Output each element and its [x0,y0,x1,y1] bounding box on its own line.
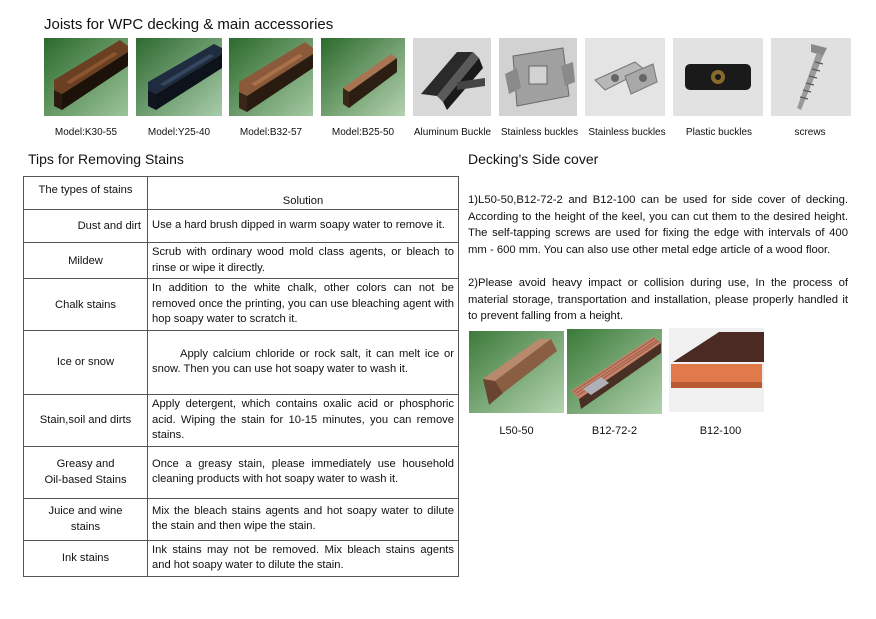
table-row [24,210,459,243]
side-cover-section-title: Decking's Side cover [468,151,599,167]
stain-type-cell: Stain,soil and dirts [24,394,148,446]
aluminum-buckle-image [413,38,491,116]
stainless-buckle-2-image [585,38,665,116]
stain-type-cell: Ice or snow [24,330,148,394]
side-cover-label: B12-100 [699,425,742,437]
header-solution-cell: Solution [148,177,459,210]
stain-solution-cell: Once a greasy stain, please immediately use household cleaning products with hot soapy water to wash it. [148,446,459,498]
table-header-row [24,177,459,210]
stain-type-cell: Mildew [24,243,148,279]
stain-solution-cell: Use a hard brush dipped in warm soapy water to remove it. [148,210,459,243]
side-cover-paragraph-1: 1)L50-50,B12-72-2 and B12-100 can be used for side cover of decking. According to the height of the keel, you can cut them to the desired height. The self-tapping screws are used for fixing the edge with intervals of 400 mm - 600 mm. You can also use other metal edge article of a wood floor. [468,194,848,256]
product-label: Model:K30-55 [54,127,118,138]
l50-50-image [469,331,564,413]
product-label: Stainless buckles [500,127,579,138]
joist-b25-50-image [321,38,405,116]
table-row [24,243,459,279]
table-row [24,279,459,331]
stain-type-cell [24,446,148,498]
stain-solution-cell: Scrub with ordinary wood mold class agents, or bleach to rinse or wipe it directly. [148,243,459,279]
stain-solution-cell: Apply detergent, which contains oxalic acid or phosphoric acid. Wiping the stain for 10-15 minutes, you can remove stains. [148,394,459,446]
stains-table [23,176,459,577]
stain-type-line: Oil-based Stains [44,474,127,487]
stain-type-cell: Chalk stains [24,279,148,331]
product-label: screws [794,127,826,138]
product-label: Model:B32-57 [239,127,303,138]
table-row [24,394,459,446]
table-row [24,330,459,394]
stain-type-line: stains [70,521,101,534]
table-row [24,540,459,576]
joist-y25-40-image [136,38,222,116]
joist-k30-55-image [44,38,128,116]
stain-type-line: Greasy and [56,458,115,471]
stain-type-line: Juice and wine [48,505,123,518]
stain-solution-cell: Mix the bleach stains agents and hot soapy water to dilute the stain and then wipe the stain. [148,498,459,540]
side-cover-label: L50-50 [499,425,534,437]
table-row [24,446,459,498]
header-type-cell: The types of stains [24,177,148,210]
stain-solution-cell: In addition to the white chalk, other colors can not be removed once the printing, you can use bleaching agent with hop soapy water to scratch it. [148,279,459,331]
screw-image [771,38,851,116]
page-title: Joists for WPC decking & main accessories [44,16,334,33]
stain-solution-cell: Ink stains may not be removed. Mix bleach stains agents and hot soapy water to dilute the stain. [148,540,459,576]
product-label: Model:Y25-40 [147,127,211,138]
plastic-buckle-image [673,38,763,116]
b12-72-2-image [567,329,662,414]
stains-section-title: Tips for Removing Stains [28,151,184,167]
product-label: Plastic buckles [685,127,753,138]
side-cover-label: B12-72-2 [591,425,638,437]
b12-100-image [669,328,764,412]
stain-solution-cell: Apply calcium chloride or rock salt, it can melt ice or snow. Then you can use hot soapy water to wash it. [148,330,459,394]
stain-type-cell: Ink stains [24,540,148,576]
side-cover-paragraph-2: 2)Please avoid heavy impact or collision during use, In the process of material storage, transportation and installation, please properly handled it to prevent falling from a height. [468,277,848,323]
joist-b32-57-image [229,38,313,116]
stainless-buckle-1-image [499,38,577,116]
product-label: Model:B25-50 [331,127,395,138]
product-label: Aluminum Buckle [413,127,492,138]
stain-type-cell: Dust and dirt [24,210,148,243]
table-row [24,498,459,540]
product-label: Stainless buckles [588,127,666,138]
stain-type-cell [24,498,148,540]
